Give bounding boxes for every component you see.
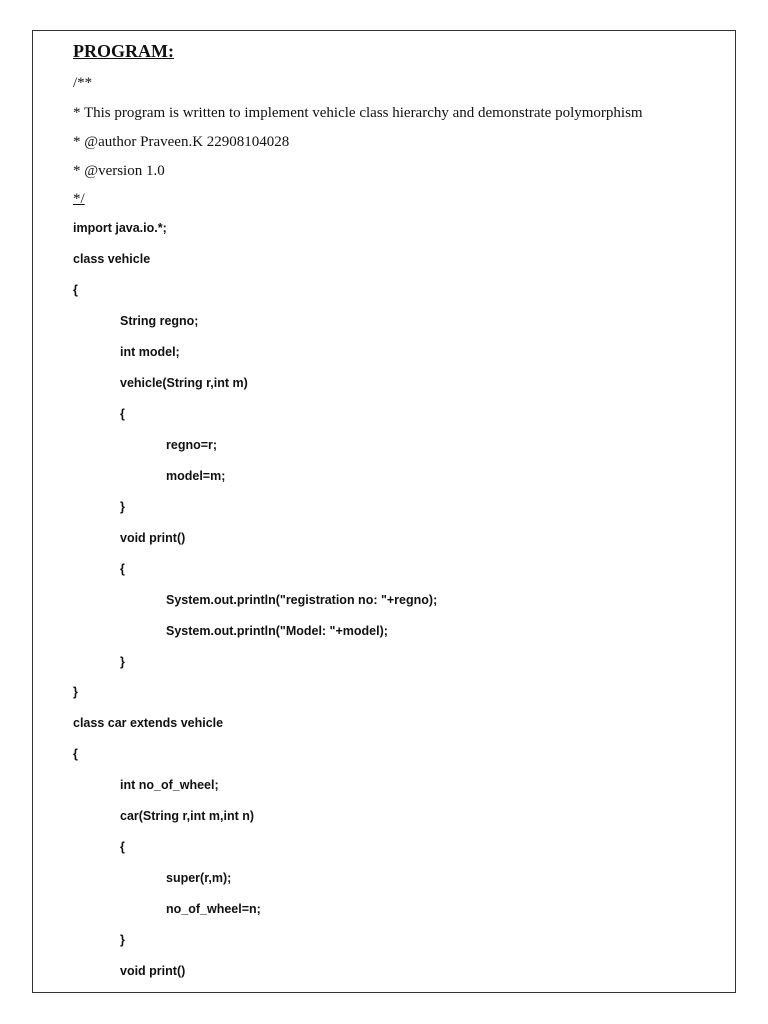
code-line: { — [120, 840, 125, 854]
comment-author: * @author Praveen.K 22908104028 — [73, 134, 290, 150]
code-line: } — [73, 685, 78, 699]
code-line: class car extends vehicle — [73, 716, 224, 730]
code-line: String regno; — [120, 314, 199, 328]
code-line: { — [120, 562, 125, 576]
code-line: System.out.println("Model: "+model); — [166, 624, 388, 638]
code-line: model=m; — [166, 469, 226, 483]
comment-version: * @version 1.0 — [73, 163, 165, 179]
code-line: System.out.println("registration no: "+regno); — [166, 593, 438, 607]
code-line: car(String r,int m,int n) — [120, 809, 255, 823]
code-line: } — [120, 500, 125, 514]
comment-close: */ — [73, 191, 85, 207]
comment-open: /** — [73, 75, 93, 91]
comment-description: * This program is written to implement vehicle class hierarchy and demonstrate polymorphism — [73, 105, 643, 121]
code-line: vehicle(String r,int m) — [120, 376, 248, 390]
code-line: } — [120, 655, 125, 669]
code-line: no_of_wheel=n; — [166, 902, 261, 916]
code-line: int model; — [120, 345, 180, 359]
code-line: int no_of_wheel; — [120, 778, 219, 792]
code-line: import java.io.*; — [73, 221, 167, 235]
code-line: { — [73, 283, 78, 297]
code-line: void print() — [120, 964, 186, 978]
code-line: super(r,m); — [166, 871, 232, 885]
code-line: class vehicle — [73, 252, 151, 266]
code-line: { — [120, 407, 125, 421]
code-line: } — [120, 933, 125, 947]
program-heading: PROGRAM: — [73, 41, 174, 61]
code-line: regno=r; — [166, 438, 218, 452]
code-line: { — [73, 747, 78, 761]
code-line: void print() — [120, 531, 186, 545]
